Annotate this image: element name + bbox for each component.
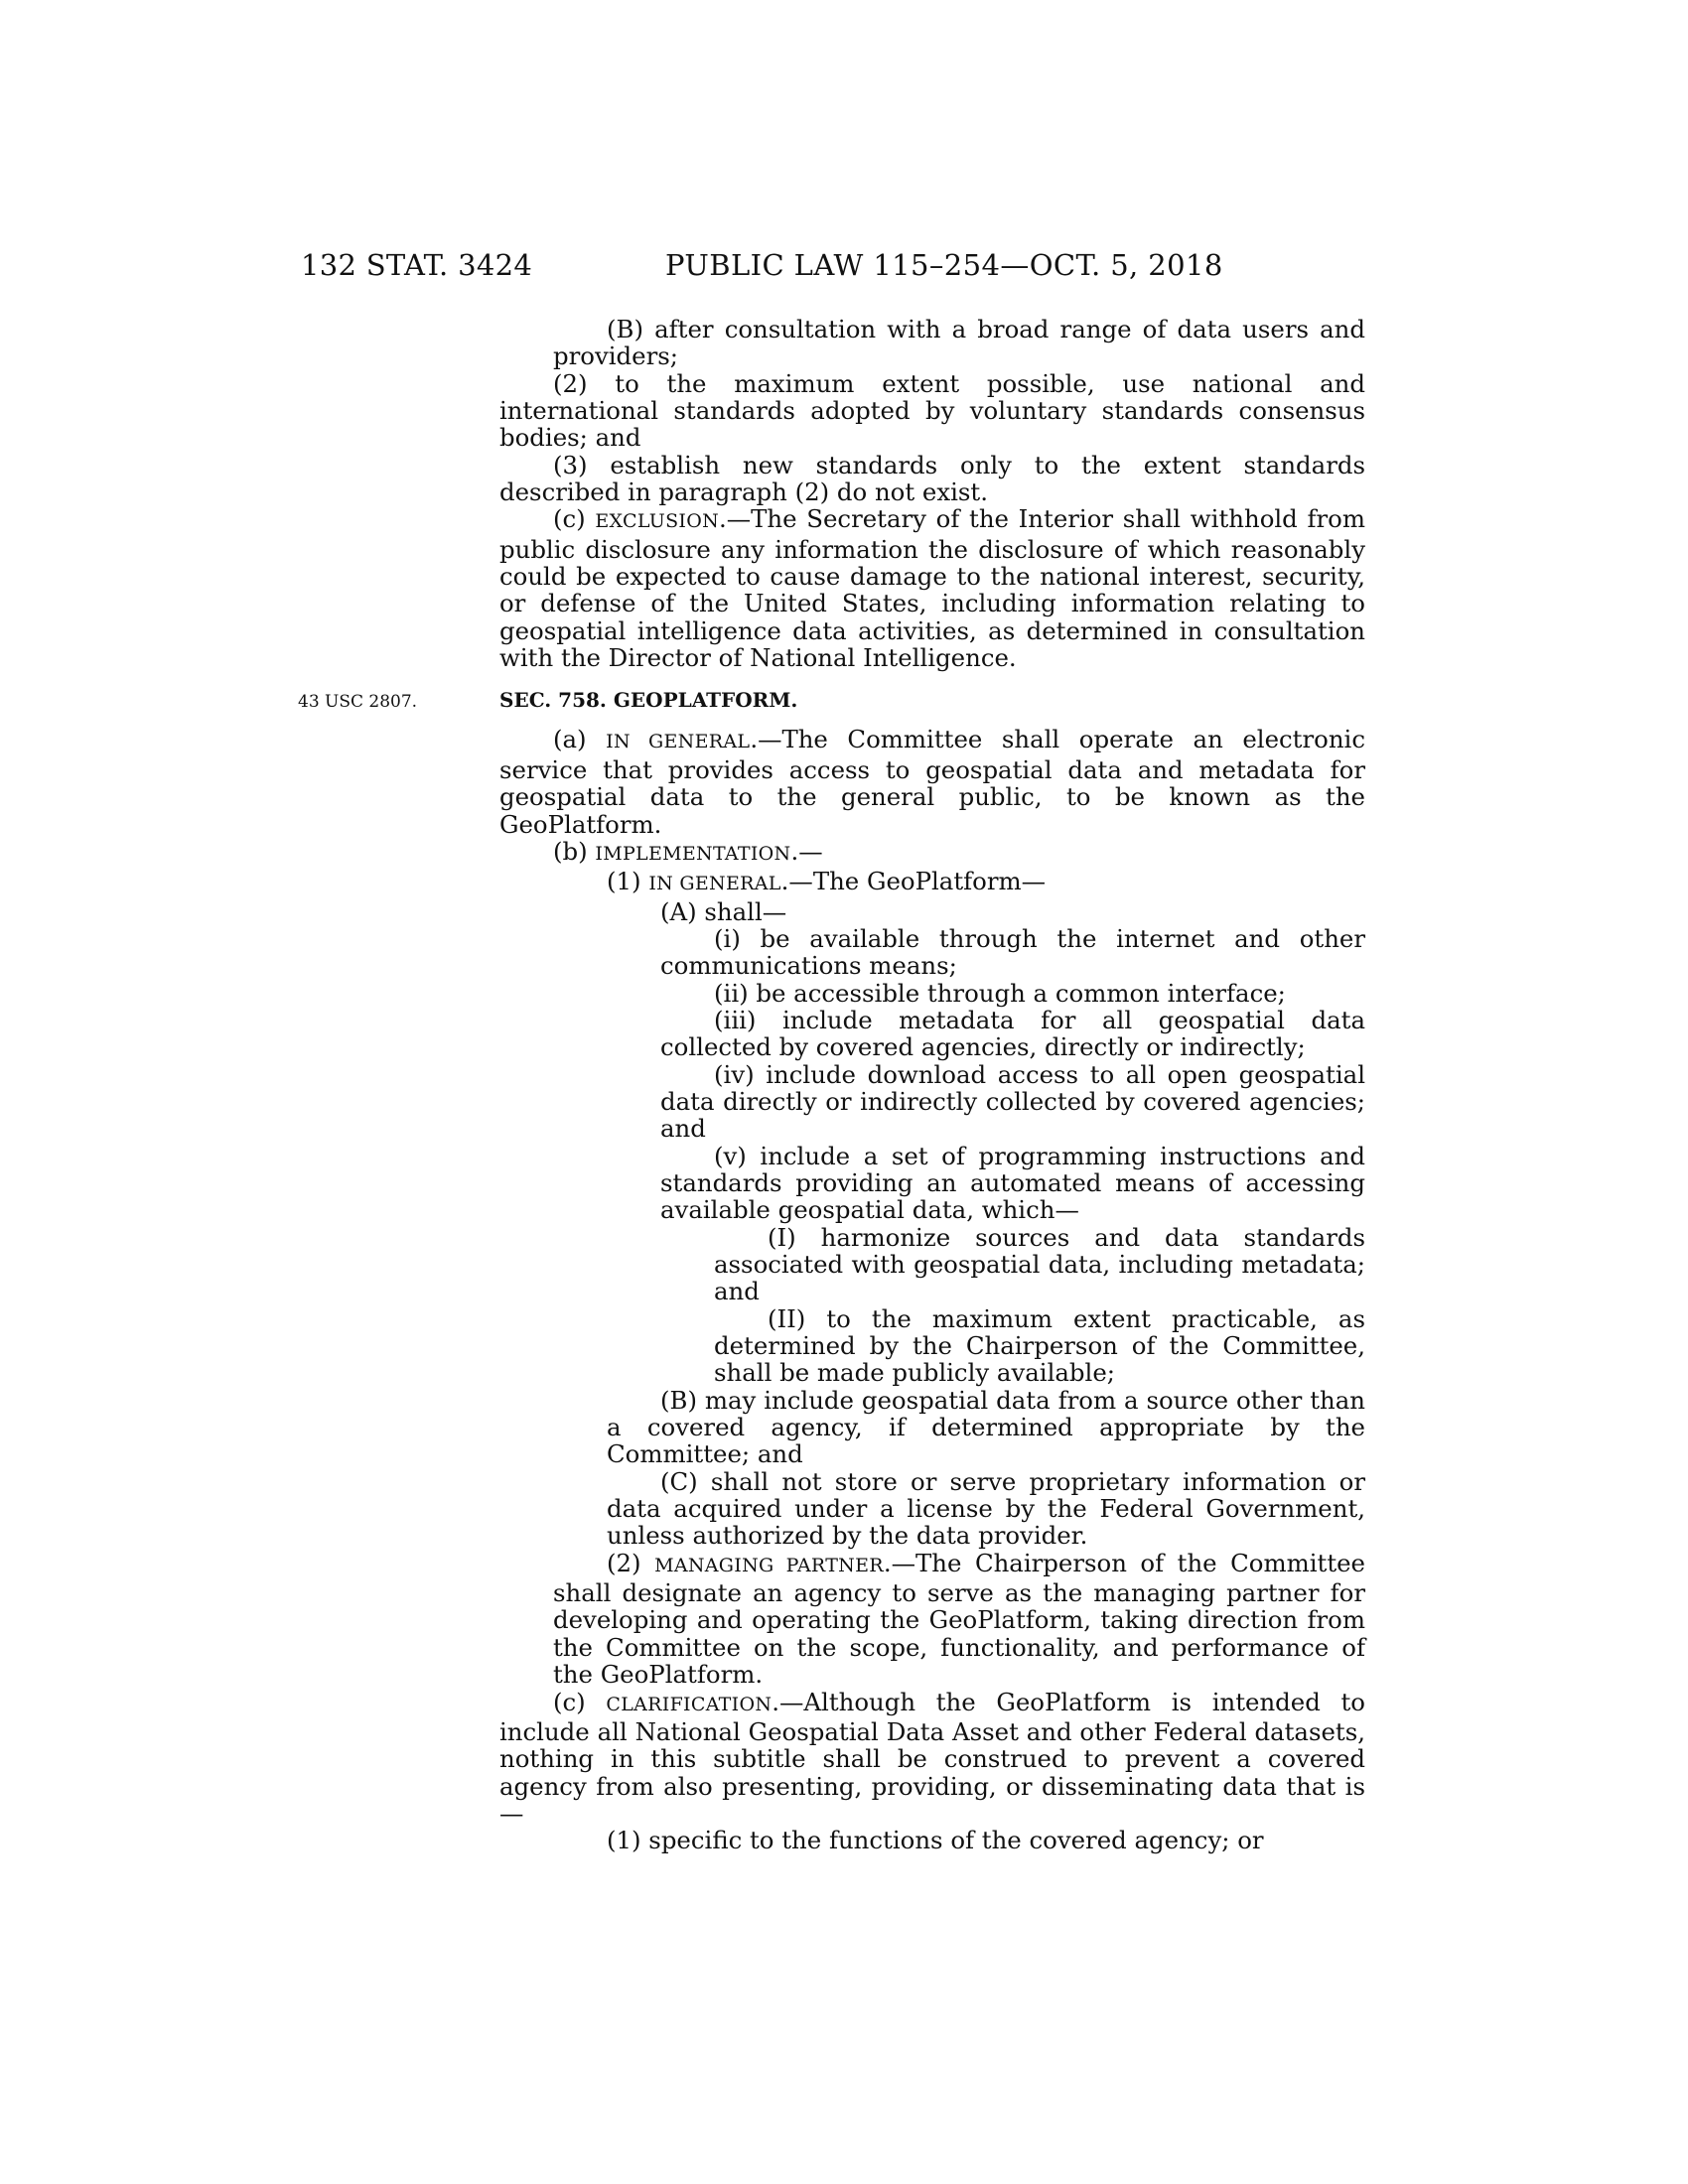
- b1-heading: IN GENERAL: [648, 873, 781, 895]
- document-body: [298, 315, 1365, 1855]
- subparagraph-B: (B) may include geospatial data from a source other than a covered agency, if determined appropriate by the Committee; and: [607, 1385, 1365, 1469]
- paragraph-2-standards: (2) to the maximum extent possible, use national and international standards adopted by voluntary standards consensus bodies; and: [499, 368, 1365, 453]
- paragraph-a-in-general: [499, 726, 1365, 837]
- c-heading: CLARIFICATION: [606, 1693, 773, 1715]
- b1-lead: (1): [607, 867, 649, 896]
- paragraph-b-implementation: [499, 838, 1365, 868]
- paragraph-b-consultation: (B) after consultation with a broad range of data users and providers;: [553, 315, 1365, 371]
- page-header: [0, 248, 1688, 288]
- section-title: SEC. 758. GEOPLATFORM.: [499, 688, 798, 713]
- c-lead: (c): [553, 1687, 607, 1716]
- statute-citation: 132 STAT. 3424: [301, 248, 533, 282]
- paragraph-b2-managing-partner: [499, 1550, 1365, 1689]
- b-text: .—: [790, 836, 823, 866]
- paragraph-c-clarification: [499, 1689, 1365, 1828]
- b1-text: .—The GeoPlatform—: [780, 867, 1047, 896]
- public-law-title: PUBLIC LAW 115–254—OCT. 5, 2018: [665, 248, 1223, 282]
- subclause-II: (II) to the maximum extent practicable, as determined by the Chairperson of the Committee, shall be made publicly available;: [714, 1303, 1365, 1388]
- b-heading: IMPLEMENTATION: [595, 842, 791, 865]
- a-heading: IN GENERAL: [606, 731, 751, 753]
- exclusion-lead: (c): [553, 504, 596, 534]
- exclusion-text: .—The Secretary of the Interior shall withhold from public disclosure any information the disclosure of which reasonably could be expected to cause damage to the national interest, security, or defense of the United States, including information relating to geospatial intelligence data activities, as determined in consultation with the Director of National Intelligence.: [499, 504, 1365, 673]
- a-lead: (a): [553, 725, 607, 754]
- c-text: .—Although the GeoPlatform is intended to include all National Geospatial Data Asset and other Federal datasets, nothing in this subtitle shall be construed to prevent a covered agency from also presenting, providing, or disseminating data that is—: [499, 1687, 1365, 1828]
- clause-iv: (iv) include download access to all open geospatial data directly or indirectly collected by covered agencies; and: [660, 1059, 1365, 1144]
- b2-text: .—The Chairperson of the Committee shall designate an agency to serve as the managing partner for developing and operating the GeoPlatform, taking direction from the Committee on the scope, functionality, and performance of the GeoPlatform.: [553, 1548, 1365, 1690]
- exclusion-heading: EXCLUSION: [595, 510, 720, 533]
- subclause-I: (I) harmonize sources and data standards associated with geospatial data, including metadata; and: [714, 1222, 1365, 1306]
- subparagraph-A: (A) shall—: [660, 896, 787, 926]
- b2-lead: (2): [607, 1548, 655, 1577]
- paragraph-c-exclusion: [499, 505, 1365, 671]
- section-heading: [298, 687, 1365, 714]
- clause-iii: (iii) include metadata for all geospatial data collected by covered agencies, directly or indirectly;: [660, 1005, 1365, 1062]
- b-lead: (b): [553, 836, 596, 866]
- paragraph-3-new-standards: (3) establish new standards only to the extent standards described in paragraph (2) do not exist.: [499, 450, 1365, 507]
- paragraph-b1-in-general: [499, 868, 1365, 897]
- clause-ii: (ii) be accessible through a common interface;: [714, 978, 1286, 1008]
- subparagraph-C: (C) shall not store or serve proprietary information or data acquired under a license by the Federal Government, unless authorized by the data provider.: [607, 1466, 1365, 1551]
- usc-margin-note: 43 USC 2807.: [298, 692, 418, 713]
- clause-v: (v) include a set of programming instructions and standards providing an automated means of accessing available geospatial data, which—: [660, 1141, 1365, 1225]
- a-text: .—The Committee shall operate an electronic service that provides access to geospatial data and metadata for geospatial data to the general public, to be known as the GeoPlatform.: [499, 725, 1365, 839]
- b2-heading: MANAGING PARTNER: [654, 1554, 884, 1576]
- paragraph-c1: (1) specific to the functions of the covered agency; or: [607, 1826, 1264, 1855]
- clause-i: (i) be available through the internet and other communications means;: [660, 923, 1365, 981]
